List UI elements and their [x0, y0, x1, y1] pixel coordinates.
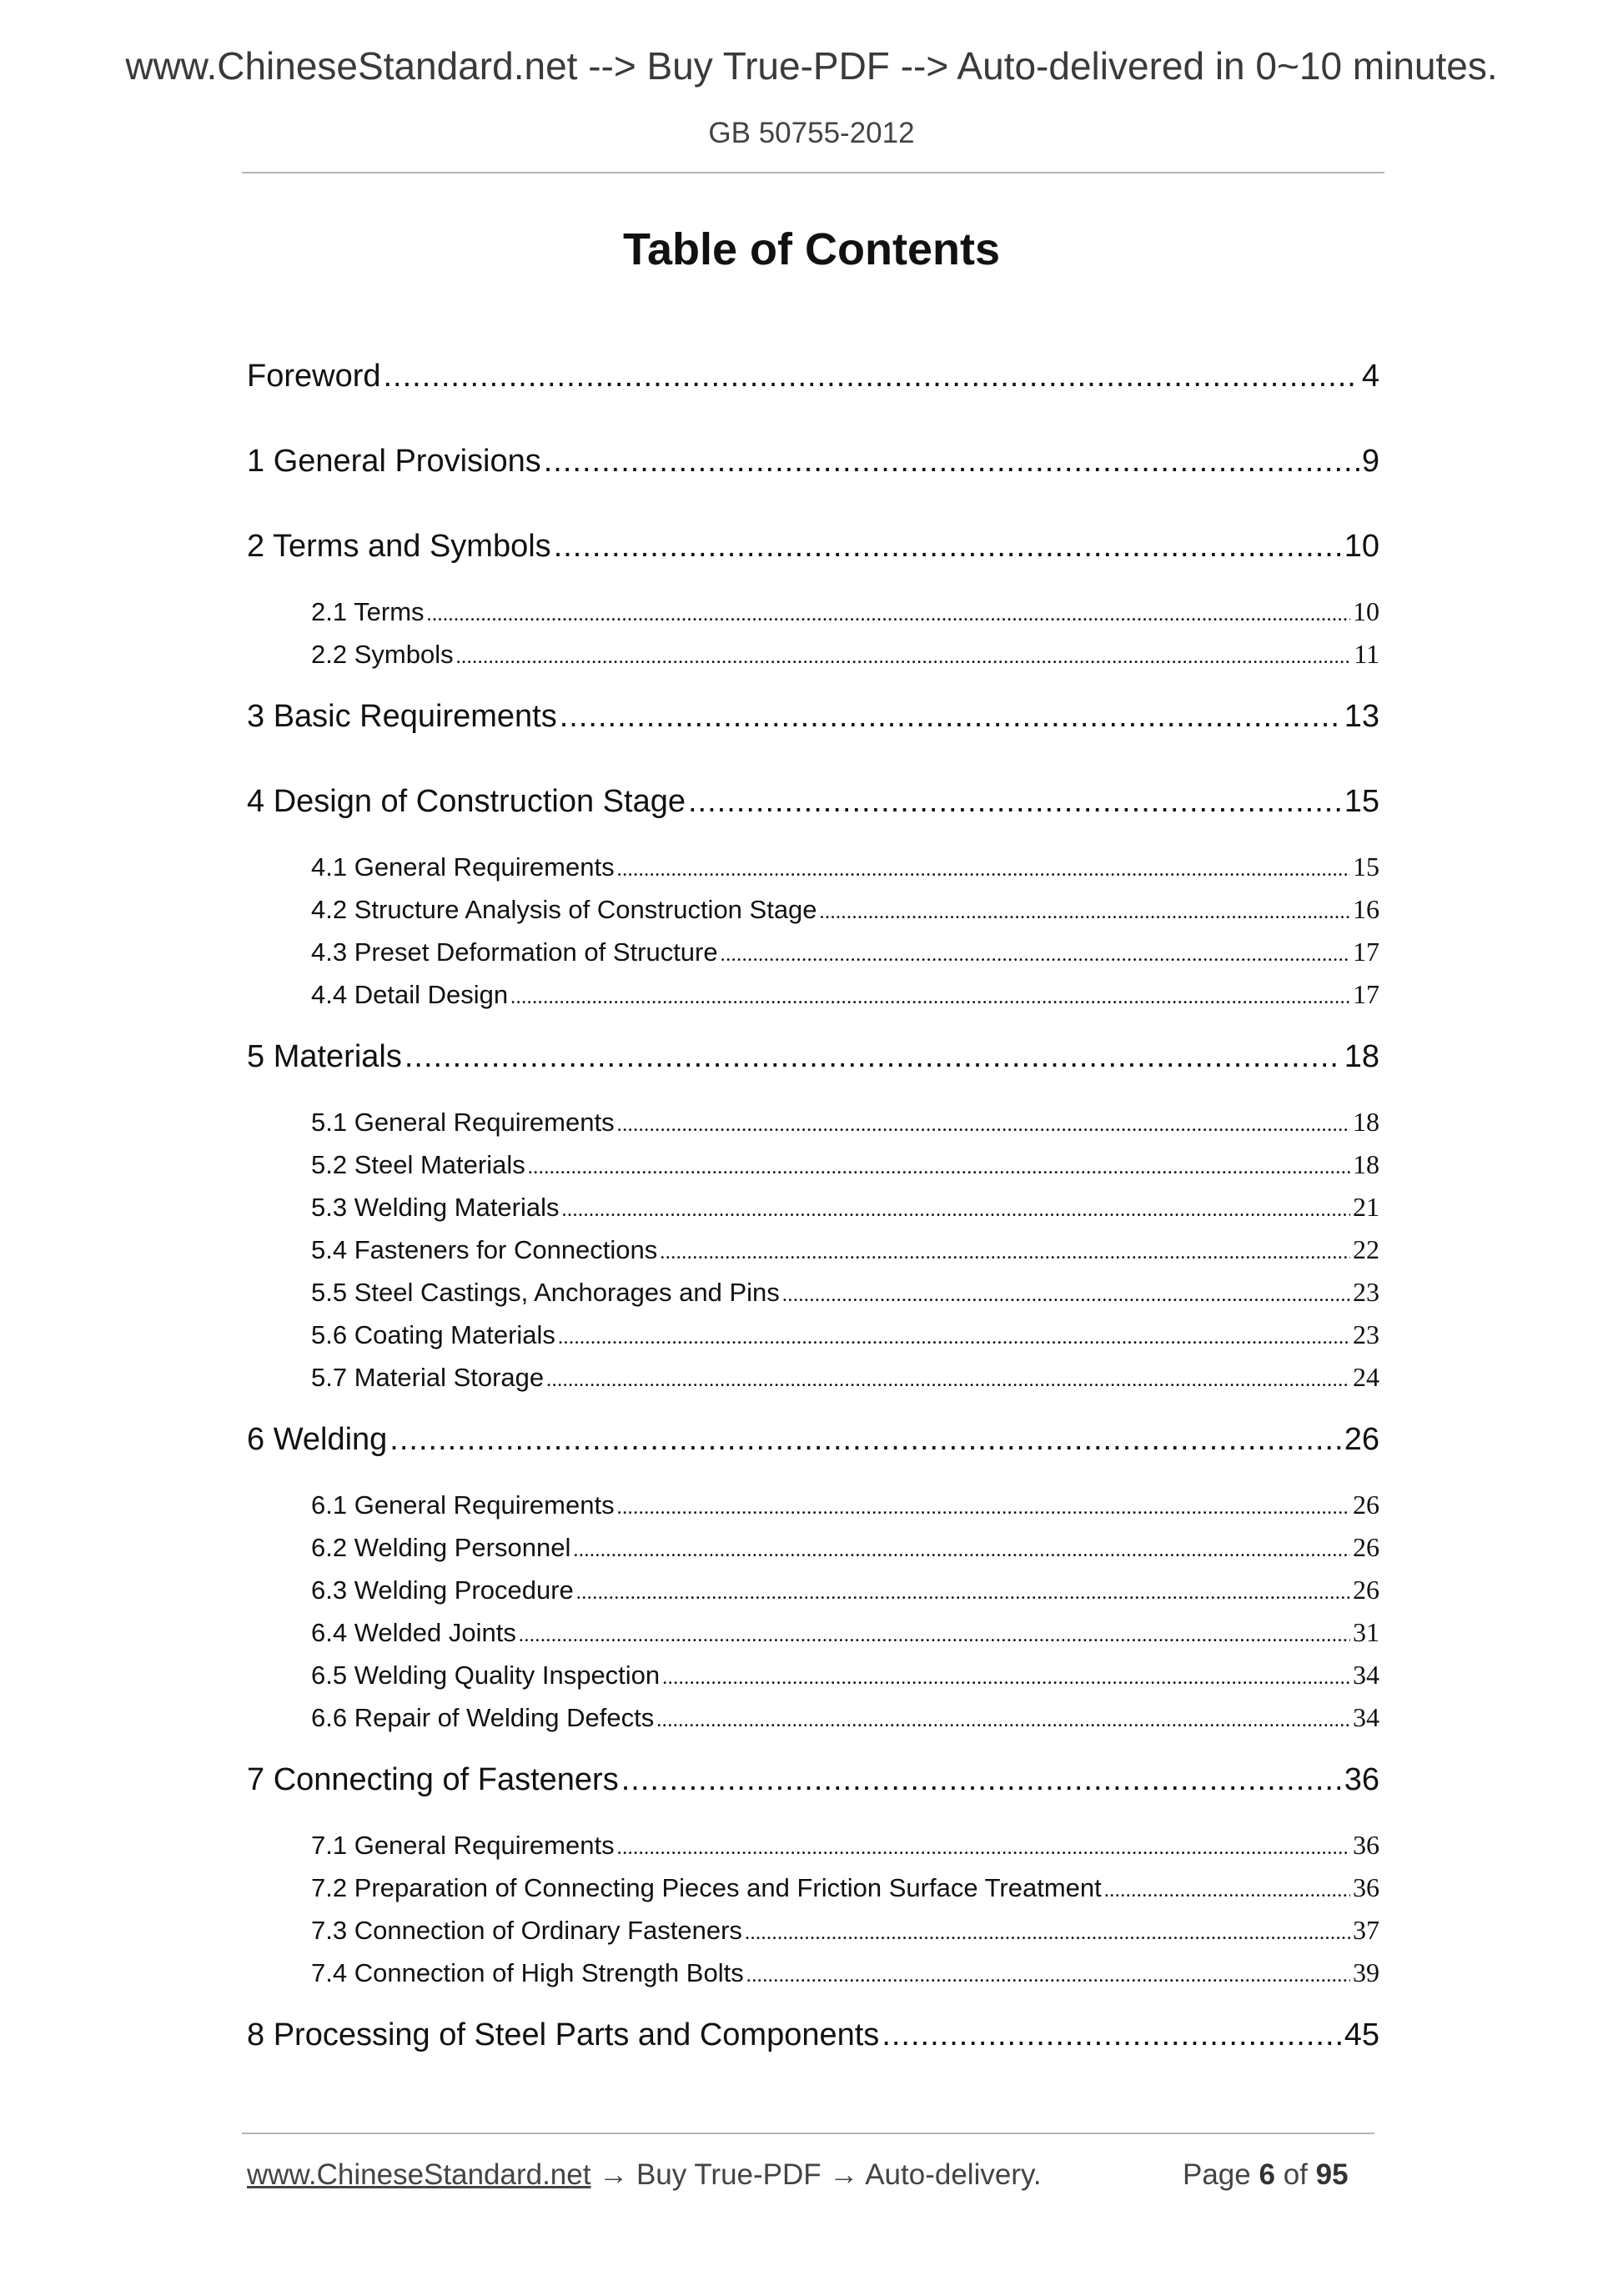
toc-entry-section-4-2[interactable] — [311, 894, 1379, 927]
toc-entry-page: 18 — [1353, 1107, 1379, 1137]
toc-leader-dots — [544, 444, 1359, 480]
toc-entry-page: 16 — [1353, 894, 1379, 924]
toc-leader-dots — [558, 1327, 1350, 1349]
footer-site-link[interactable]: www.ChineseStandard.net — [247, 2158, 591, 2191]
toc-entry-page: 39 — [1353, 1957, 1379, 1987]
standard-code: GB 50755-2012 — [708, 117, 915, 149]
toc-entry-section-5-3[interactable] — [311, 1192, 1379, 1225]
toc-entry-page: 26 — [1344, 1422, 1379, 1457]
toc-leader-dots — [617, 859, 1350, 882]
page-word: Page — [1183, 2158, 1251, 2191]
toc-entry-label: 7.3 Connection of Ordinary Fasteners — [311, 1916, 742, 1945]
toc-entry-label: 6.1 General Requirements — [311, 1490, 615, 1520]
footer-delivery-text: Auto-delivery. — [865, 2158, 1042, 2191]
toc-entry-section-6-6[interactable] — [311, 1702, 1379, 1736]
toc-entry-foreword[interactable] — [247, 359, 1379, 409]
toc-entry-chapter-4[interactable] — [247, 784, 1379, 834]
toc-entry-label: 4.4 Detail Design — [311, 980, 509, 1009]
toc-entry-label: 4.1 General Requirements — [311, 852, 615, 882]
toc-leader-dots — [560, 699, 1342, 735]
toc-entry-page: 26 — [1353, 1490, 1379, 1520]
toc-entry-label: 6.3 Welding Procedure — [311, 1575, 574, 1605]
toc-leader-dots — [820, 902, 1350, 924]
toc-leader-dots — [617, 1114, 1350, 1137]
toc-leader-dots — [882, 2017, 1341, 2053]
toc-leader-dots — [389, 1422, 1341, 1458]
toc-entry-page: 17 — [1353, 979, 1379, 1009]
toc-entry-label: 7 Connecting of Fasteners — [247, 1762, 619, 1797]
toc-entry-section-5-1[interactable] — [311, 1107, 1379, 1140]
toc-entry-section-7-3[interactable] — [311, 1915, 1379, 1948]
toc-entry-label: 1 General Provisions — [247, 444, 541, 479]
toc-entry-label: 6.2 Welding Personnel — [311, 1533, 571, 1562]
toc-entry-label: 6.4 Welded Joints — [311, 1618, 516, 1647]
toc-entry-label: 7.4 Connection of High Strength Bolts — [311, 1958, 744, 1987]
toc-entry-label: 6.6 Repair of Welding Defects — [311, 1703, 655, 1732]
toc-entry-page: 15 — [1344, 784, 1379, 819]
toc-entry-page: 26 — [1353, 1532, 1379, 1562]
toc-entry-page: 26 — [1353, 1575, 1379, 1605]
toc-entry-page: 36 — [1353, 1872, 1379, 1902]
toc-leader-dots — [546, 1369, 1350, 1392]
toc-entry-label: 5.1 General Requirements — [311, 1108, 615, 1137]
toc-entry-page: 23 — [1353, 1319, 1379, 1349]
toc-entry-chapter-8[interactable] — [247, 2017, 1379, 2067]
toc-entry-label: 6.5 Welding Quality Inspection — [311, 1660, 661, 1690]
toc-entry-page: 23 — [1353, 1277, 1379, 1307]
toc-entry-chapter-3[interactable] — [247, 699, 1379, 749]
of-word: of — [1283, 2158, 1308, 2191]
toc-entry-label: 5 Materials — [247, 1039, 402, 1074]
toc-entry-section-5-6[interactable] — [311, 1319, 1379, 1353]
toc-entry-label: 5.3 Welding Materials — [311, 1193, 560, 1222]
toc-entry-label: 5.6 Coating Materials — [311, 1320, 555, 1349]
toc-entry-label: 5.2 Steel Materials — [311, 1150, 525, 1179]
toc-entry-chapter-6[interactable] — [247, 1422, 1379, 1472]
toc-leader-dots — [456, 646, 1352, 669]
toc-leader-dots — [660, 1242, 1350, 1264]
toc-leader-dots — [562, 1199, 1350, 1222]
toc-leader-dots — [617, 1497, 1350, 1520]
toc-entry-page: 18 — [1344, 1039, 1379, 1074]
toc-leader-dots — [662, 1667, 1350, 1690]
toc-entry-label: 5.5 Steel Castings, Anchorages and Pins — [311, 1278, 780, 1307]
toc-entry-section-6-1[interactable] — [311, 1490, 1379, 1523]
toc-entry-page: 36 — [1344, 1762, 1379, 1797]
toc-leader-dots — [1104, 1880, 1350, 1902]
toc-entry-label: 4.2 Structure Analysis of Construction Stage — [311, 895, 817, 924]
toc-entry-section-5-4[interactable] — [311, 1234, 1379, 1268]
arrow-right-icon: → — [829, 2158, 859, 2191]
toc-leader-dots — [554, 529, 1342, 565]
toc-entry-label: 5.7 Material Storage — [311, 1363, 545, 1392]
toc-entry-section-4-1[interactable] — [311, 852, 1379, 885]
toc-entry-section-6-2[interactable] — [311, 1532, 1379, 1565]
toc-entry-page: 36 — [1353, 1830, 1379, 1860]
toc-entry-section-4-3[interactable] — [311, 937, 1379, 970]
toc-entry-label: 6 Welding — [247, 1422, 388, 1457]
toc-entry-page: 17 — [1353, 937, 1379, 967]
toc-leader-dots — [688, 784, 1342, 820]
toc-leader-dots — [384, 359, 1359, 394]
toc-entry-chapter-5[interactable] — [247, 1039, 1379, 1089]
footer-buy-text: Buy True-PDF — [636, 2158, 822, 2191]
toc-entry-label: 3 Basic Requirements — [247, 699, 557, 734]
toc-entry-chapter-1[interactable] — [247, 444, 1379, 494]
toc-entry-section-2-2[interactable] — [311, 639, 1379, 672]
toc-entry-page: 9 — [1361, 444, 1379, 479]
header-banner: www.ChineseStandard.net --> Buy True-PDF --> Auto-delivered in 0~10 minutes. — [125, 44, 1498, 88]
toc-entry-page: 31 — [1353, 1617, 1379, 1647]
toc-entry-section-6-5[interactable] — [311, 1660, 1379, 1693]
toc-leader-dots — [621, 1762, 1342, 1798]
toc-leader-dots — [745, 1922, 1350, 1945]
page-total: 95 — [1315, 2158, 1349, 2191]
toc-entry-chapter-7[interactable] — [247, 1762, 1379, 1812]
toc-leader-dots — [782, 1284, 1350, 1307]
toc-entry-section-7-2[interactable] — [311, 1872, 1379, 1906]
toc-entry-section-5-5[interactable] — [311, 1277, 1379, 1310]
toc-leader-dots — [617, 1837, 1350, 1860]
toc-entry-section-5-2[interactable] — [311, 1149, 1379, 1183]
toc-entry-section-7-1[interactable] — [311, 1830, 1379, 1863]
toc-entry-page: 11 — [1354, 639, 1379, 669]
toc-entry-label: 2 Terms and Symbols — [247, 529, 551, 564]
arrow-right-icon: → — [599, 2158, 629, 2191]
toc-entry-label: 7.2 Preparation of Connecting Pieces and Friction Surface Treatment — [311, 1873, 1102, 1902]
toc-leader-dots — [404, 1039, 1342, 1075]
toc-title: Table of Contents — [623, 224, 1000, 274]
toc-entry-page: 4 — [1361, 359, 1379, 394]
toc-entry-label: 4 Design of Construction Stage — [247, 784, 686, 819]
toc-entry-page: 21 — [1353, 1192, 1379, 1222]
toc-entry-section-6-3[interactable] — [311, 1575, 1379, 1608]
toc-entry-label: 8 Processing of Steel Parts and Components — [247, 2017, 880, 2052]
toc-entry-page: 24 — [1353, 1362, 1379, 1392]
toc-entry-section-4-4[interactable] — [311, 979, 1379, 1012]
toc-entry-label: Foreword — [247, 359, 381, 394]
toc-entry-page: 10 — [1353, 596, 1379, 626]
toc-entry-page: 37 — [1353, 1915, 1379, 1945]
toc-leader-dots — [427, 604, 1350, 626]
page-indicator — [1183, 2158, 1349, 2192]
toc-entry-section-6-4[interactable] — [311, 1617, 1379, 1650]
toc-entry-page: 18 — [1353, 1149, 1379, 1179]
toc-leader-dots — [528, 1157, 1350, 1179]
toc-entry-section-5-7[interactable] — [311, 1362, 1379, 1395]
toc-entry-label: 7.1 General Requirements — [311, 1831, 615, 1860]
toc-entry-label: 5.4 Fasteners for Connections — [311, 1235, 658, 1264]
footer-promo — [247, 2158, 1042, 2192]
toc-leader-dots — [510, 987, 1350, 1009]
toc-leader-dots — [656, 1710, 1350, 1732]
toc-entry-page: 34 — [1353, 1660, 1379, 1690]
toc-entry-page: 15 — [1353, 852, 1379, 882]
toc-entry-page: 10 — [1344, 529, 1379, 564]
toc-entry-section-7-4[interactable] — [311, 1957, 1379, 1991]
page-current: 6 — [1259, 2158, 1275, 2191]
toc-entry-label: 2.2 Symbols — [311, 640, 454, 669]
toc-leader-dots — [519, 1625, 1350, 1647]
toc-entry-chapter-2[interactable] — [247, 529, 1379, 579]
footer-divider — [242, 2133, 1374, 2134]
toc-leader-dots — [576, 1582, 1350, 1605]
toc-entry-label: 4.3 Preset Deformation of Structure — [311, 937, 718, 967]
toc-entry-page: 34 — [1353, 1702, 1379, 1732]
toc-leader-dots — [721, 944, 1350, 967]
toc-entry-page: 22 — [1353, 1234, 1379, 1264]
toc-entry-page: 13 — [1344, 699, 1379, 734]
toc-entry-label: 2.1 Terms — [311, 597, 425, 626]
toc-entry-page: 45 — [1344, 2017, 1379, 2052]
toc-leader-dots — [746, 1965, 1350, 1987]
toc-entry-section-2-1[interactable] — [311, 596, 1379, 630]
toc-leader-dots — [573, 1540, 1350, 1562]
